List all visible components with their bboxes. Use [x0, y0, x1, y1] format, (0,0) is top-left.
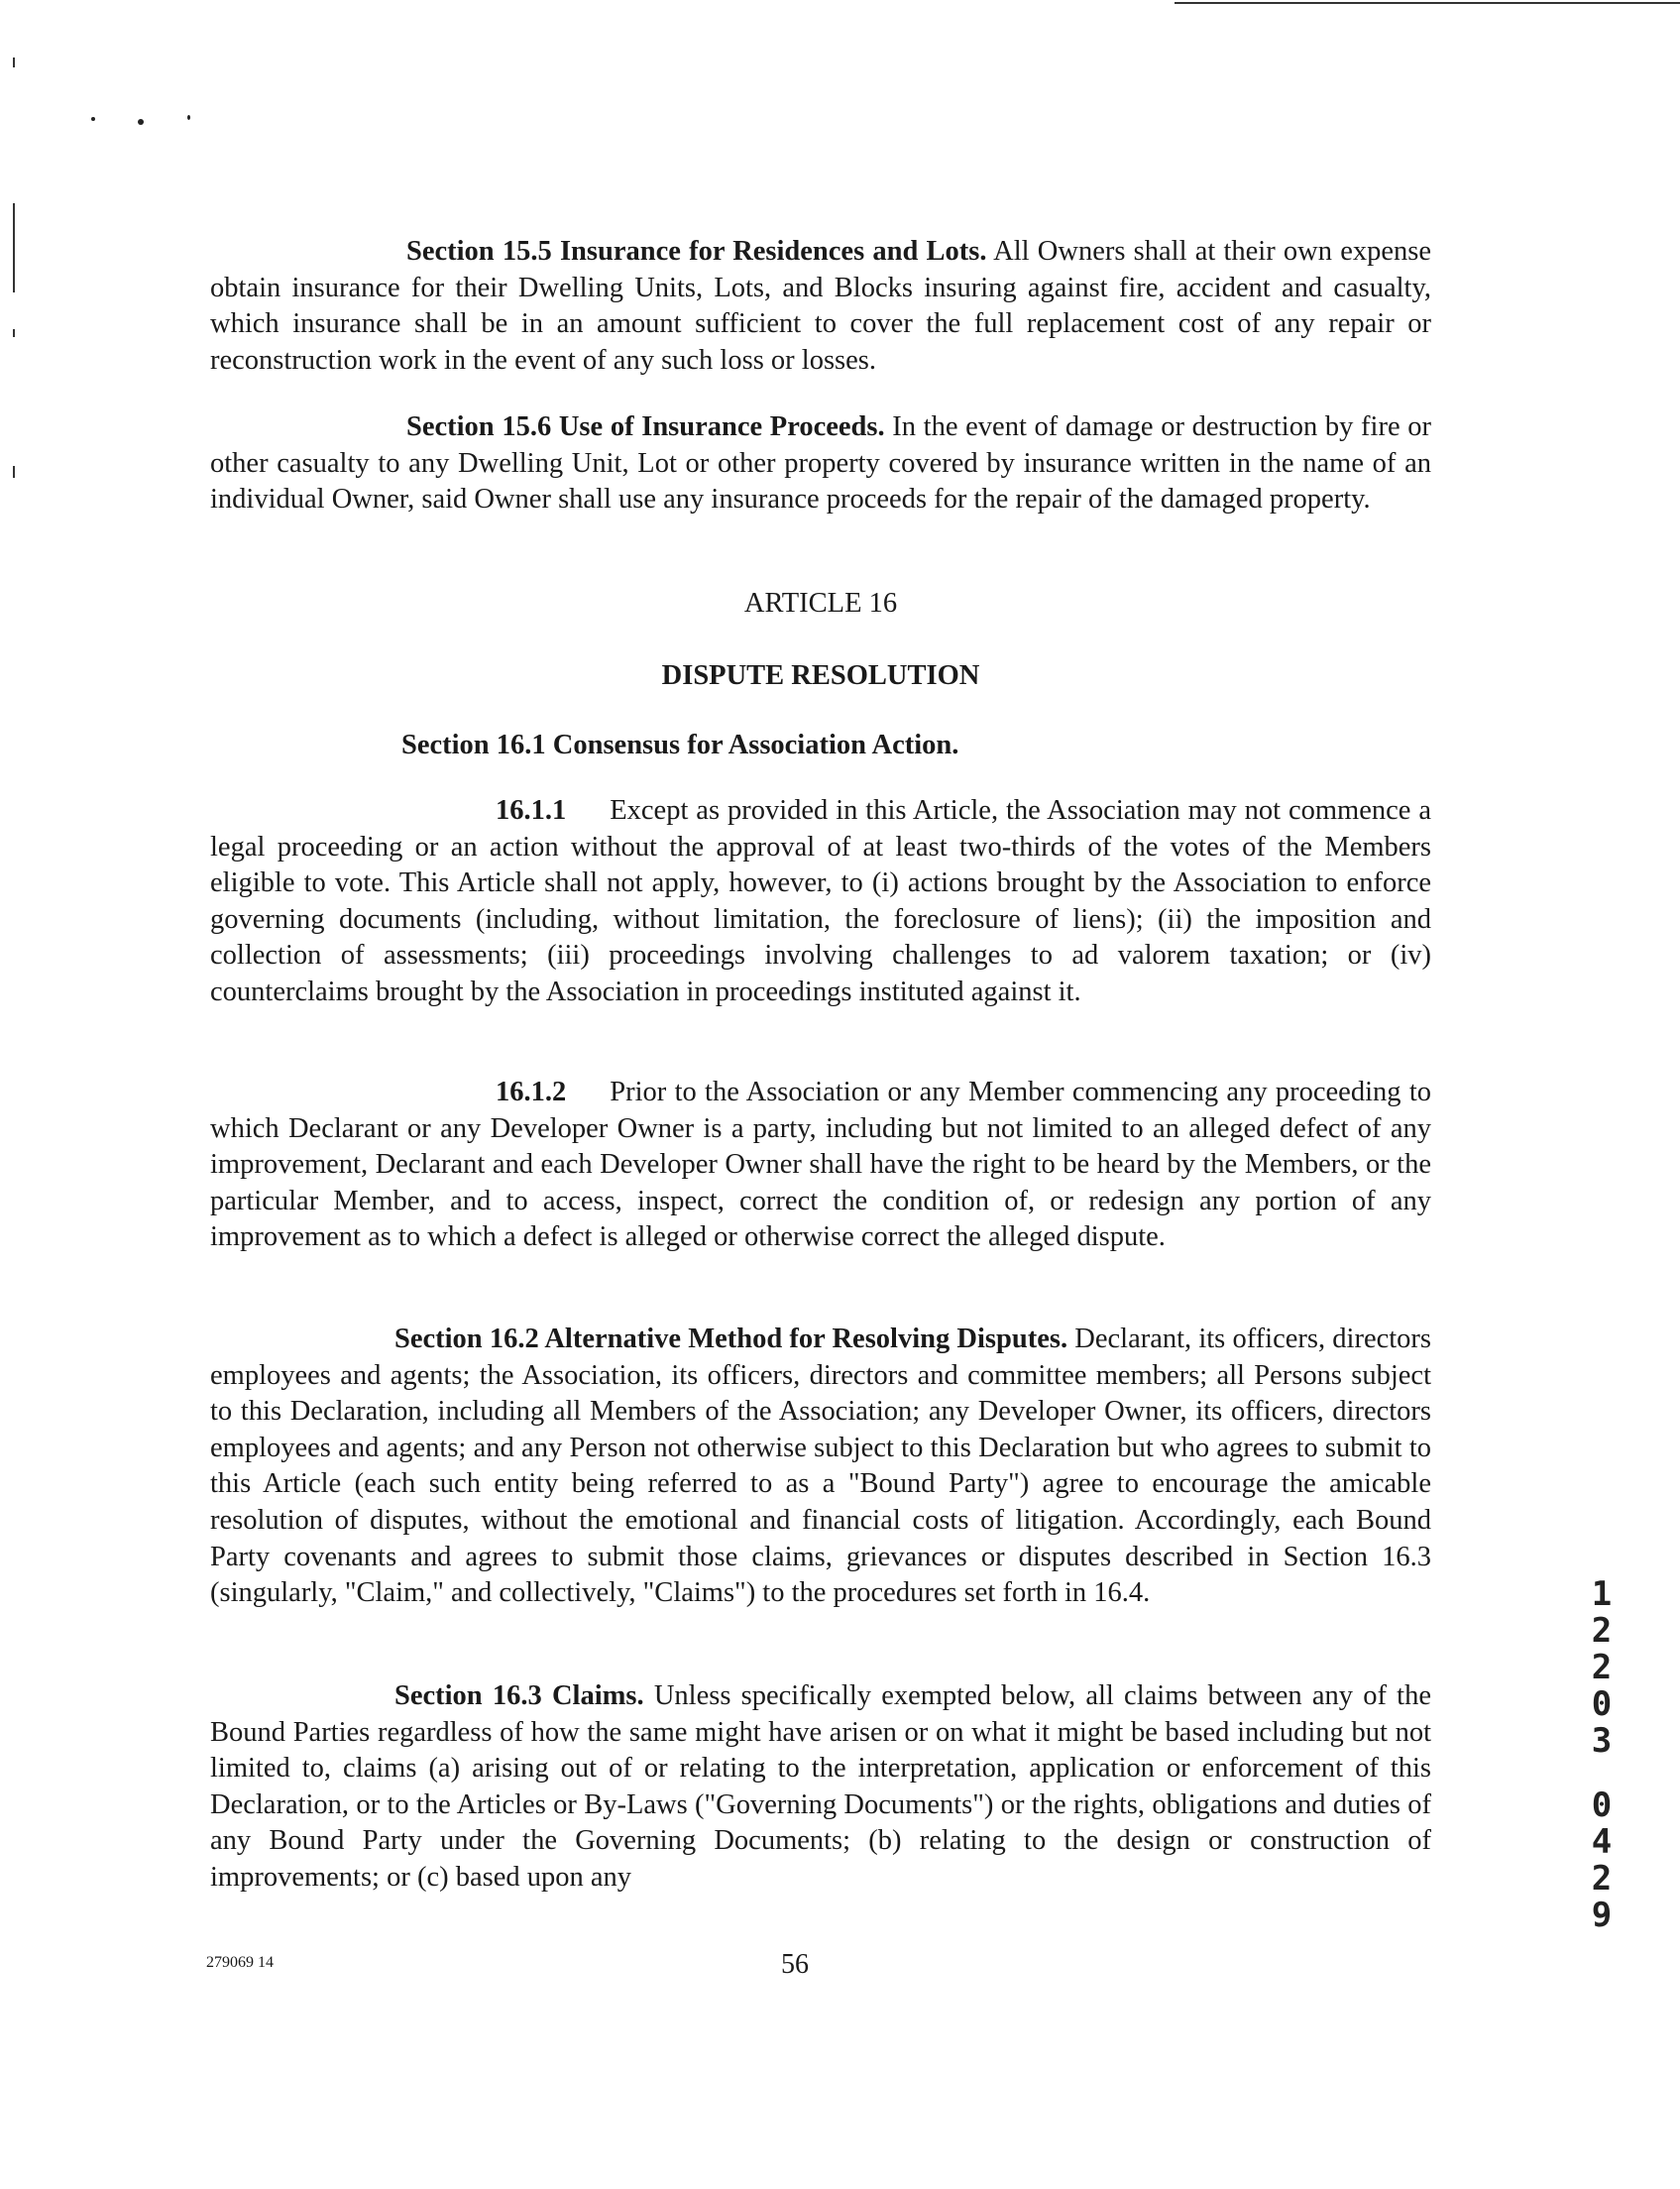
section-16-1-1-text: Except as provided in this Article, the Association may not commence a legal proceeding or an action without the approval of at least two-thirds of the votes of the Members eligible to vote. This Article shall not apply, however, to (i) actions brought by the Association to enforce governing documents (including, without limitation, the foreclosure of liens); (ii) the imposition and collection of assessments; (iii) proceedings involving challenges to ad valorem taxation; or (iv) counterclaims brought by the Association in proceedings instituted against it. [210, 795, 1431, 1007]
margin-mark [13, 466, 15, 478]
section-15-6-text: In the event of damage or destruction by fire or other casualty to any Dwelling Unit, Lot or other property covered by insurance written in the name of an individual Owner, said Owner shall use any insurance proceeds for the repair of the damaged property. [210, 411, 1431, 516]
section-16-1-2 [210, 1075, 1431, 1256]
document-id: 279069 14 [206, 1954, 274, 1971]
section-16-1-1-number: 16.1.1 [496, 795, 567, 826]
section-16-1-2-text: Prior to the Association or any Member commencing any proceeding to which Declarant or any Developer Owner is a party, including but not limited to an alleged defect of any improvement, Declarant and each Developer Owner shall have the right to be heard by the Members, or the particular Member, and to access, inspect, correct the condition of, or redesign any portion of any improvement as to which a defect is alleged or otherwise correct the alleged dispute. [210, 1077, 1431, 1253]
section-16-1-heading: Section 16.1 Consensus for Association Action. [401, 730, 959, 760]
recording-stamp [1584, 1576, 1620, 1934]
section-15-6 [210, 409, 1431, 518]
page-number: 56 [781, 1949, 809, 1980]
section-15-5-text: All Owners shall at their own expense obtain insurance for their Dwelling Units, Lots, and Blocks insuring against fire, accident and casualty, which insurance shall be in an amount sufficient to cover the full replacement cost of any repair or reconstruction work in the event of any such loss or losses. [210, 236, 1432, 376]
stamp-digit: 0 [1591, 1684, 1613, 1724]
margin-mark [13, 329, 15, 337]
scan-speck [138, 119, 144, 125]
section-15-6-heading: Section 15.6 Use of Insurance Proceeds. [406, 411, 885, 442]
section-16-3 [210, 1678, 1431, 1897]
stamp-digit: 1 [1591, 1574, 1613, 1614]
margin-mark [13, 58, 15, 67]
stamp-digit: 3 [1591, 1721, 1613, 1761]
section-15-5 [210, 234, 1431, 379]
stamp-digit: 9 [1591, 1896, 1613, 1935]
margin-mark [13, 203, 15, 292]
article-number: ARTICLE 16 [743, 588, 898, 619]
stamp-digit: 0 [1591, 1786, 1613, 1825]
top-border-line [1175, 2, 1680, 4]
section-16-2-heading: Section 16.2 Alternative Method for Resolving Disputes. [394, 1324, 1068, 1354]
section-16-2 [210, 1322, 1431, 1612]
stamp-digit: 2 [1591, 1611, 1613, 1651]
stamp-gap [1584, 1760, 1620, 1787]
section-15-5-heading: Section 15.5 Insurance for Residences and Lots. [406, 236, 987, 267]
scan-speck [91, 117, 95, 121]
section-16-3-text: Unless specifically exempted below, all claims between any of the Bound Parties regardless of how the same might have arisen or on what it might be based including but not limited to, claims (a) arising out of or relating to the interpretation, application or enforcement of this Declaration, or to the Articles or By-Laws ("Governing Documents") or the rights, obligations and duties of any Bound Party under the Governing Documents; (b) relating to the design or construction of improvements; or (c) based upon any [210, 1680, 1431, 1893]
section-16-1-2-number: 16.1.2 [496, 1077, 567, 1107]
scan-speck [187, 115, 190, 120]
section-16-1 [210, 728, 1431, 764]
stamp-digit: 4 [1591, 1822, 1613, 1862]
article-title: DISPUTE RESOLUTION [661, 660, 980, 691]
section-16-1-1 [210, 793, 1431, 1011]
section-16-3-heading: Section 16.3 Claims. [394, 1680, 644, 1711]
stamp-digit: 2 [1591, 1648, 1613, 1687]
stamp-digit: 2 [1591, 1859, 1613, 1899]
section-16-2-text: Declarant, its officers, directors employees and agents; the Association, its officers, directors and committee members; all Persons subject to this Declaration, including all Members of the Association; any Developer Owner, its officers, directors employees and agents; and any Person not otherwise subject to this Declaration but who agrees to submit to this Article (each such entity being referred to as a "Bound Party") agree to encourage the amicable resolution of disputes, without the emotional and financial costs of litigation. Accordingly, each Bound Party covenants and agrees to submit those claims, grievances or disputes described in Section 16.3 (singularly, "Claim," and collectively, "Claims") to the procedures set forth in 16.4. [210, 1324, 1431, 1609]
